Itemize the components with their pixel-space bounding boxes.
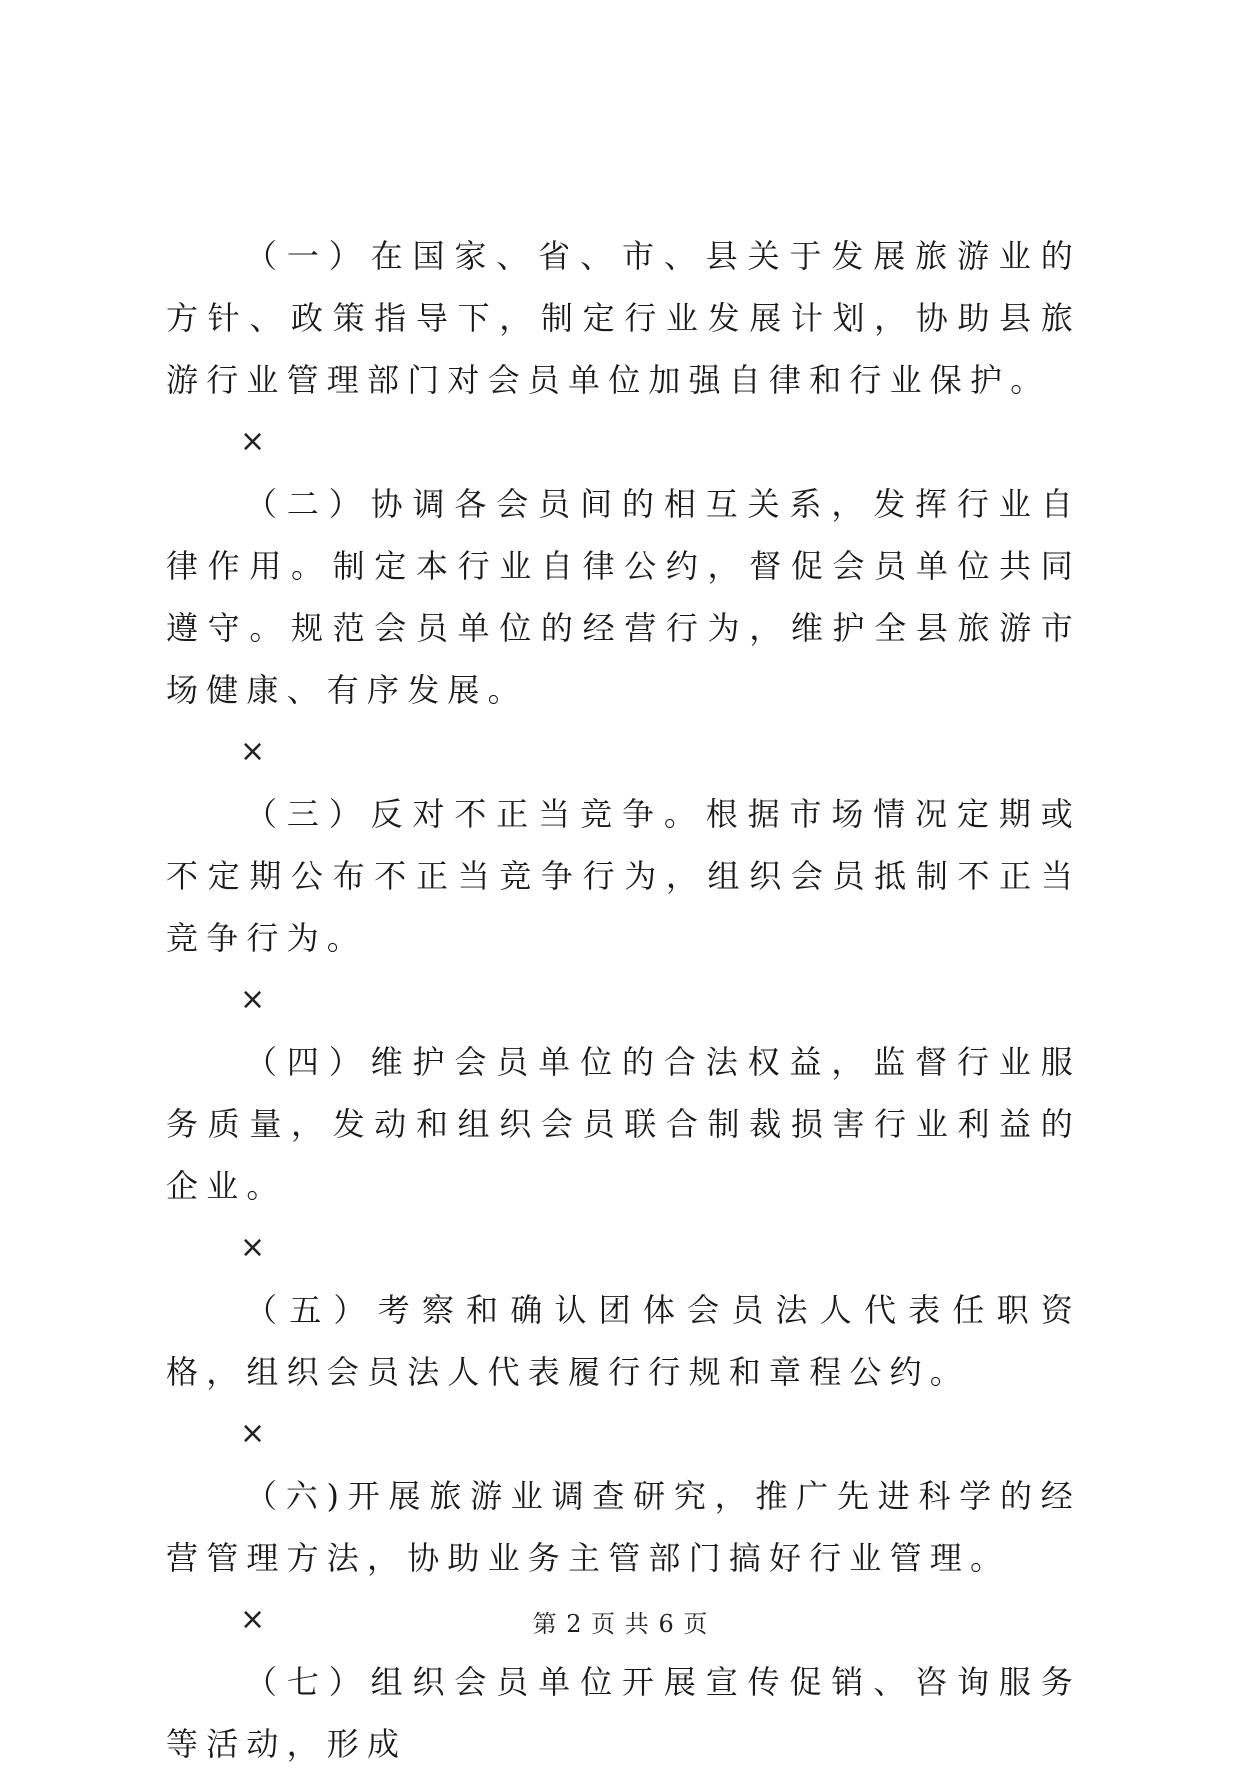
separator-mark: × bbox=[240, 982, 266, 1017]
paragraph-7: （七）组织会员单位开展宣传促销、咨询服务等活动，形成 bbox=[166, 1663, 1081, 1763]
paragraph-6: （六)开展旅游业调查研究，推广先进科学的经营管理方法，协助业务主管部门搞好行业管理。 bbox=[166, 1477, 1081, 1577]
separator-mark: × bbox=[240, 1230, 266, 1265]
separator-mark: × bbox=[240, 1416, 266, 1451]
paragraph-5: （五）考察和确认团体会员法人代表任职资格，组织会员法人代表履行行规和章程公约。 bbox=[166, 1291, 1081, 1391]
separator-mark: × bbox=[240, 734, 266, 769]
page-number-label: 第 2 页 共 6 页 bbox=[532, 1610, 709, 1638]
paragraph-2: （二）协调各会员间的相互关系，发挥行业自律作用。制定本行业自律公约，督促会员单位共同遵守。规范会员单位的经营行为，维护全县旅游市场健康、有序发展。 bbox=[166, 485, 1081, 709]
document-body bbox=[166, 225, 1081, 1775]
paragraph-1: （一）在国家、省、市、县关于发展旅游业的方针、政策指导下，制定行业发展计划，协助县旅游行业管理部门对会员单位加强自律和行业保护。 bbox=[166, 237, 1081, 399]
separator-mark: × bbox=[240, 424, 266, 459]
separator-mark: × bbox=[240, 1602, 266, 1637]
paragraph-3: （三）反对不正当竞争。根据市场情况定期或不定期公布不正当竞争行为，组织会员抵制不正当竞争行为。 bbox=[166, 795, 1081, 957]
paragraph-4: （四）维护会员单位的合法权益，监督行业服务质量，发动和组织会员联合制裁损害行业利益的企业。 bbox=[166, 1043, 1081, 1205]
page-footer bbox=[0, 1604, 1241, 1639]
